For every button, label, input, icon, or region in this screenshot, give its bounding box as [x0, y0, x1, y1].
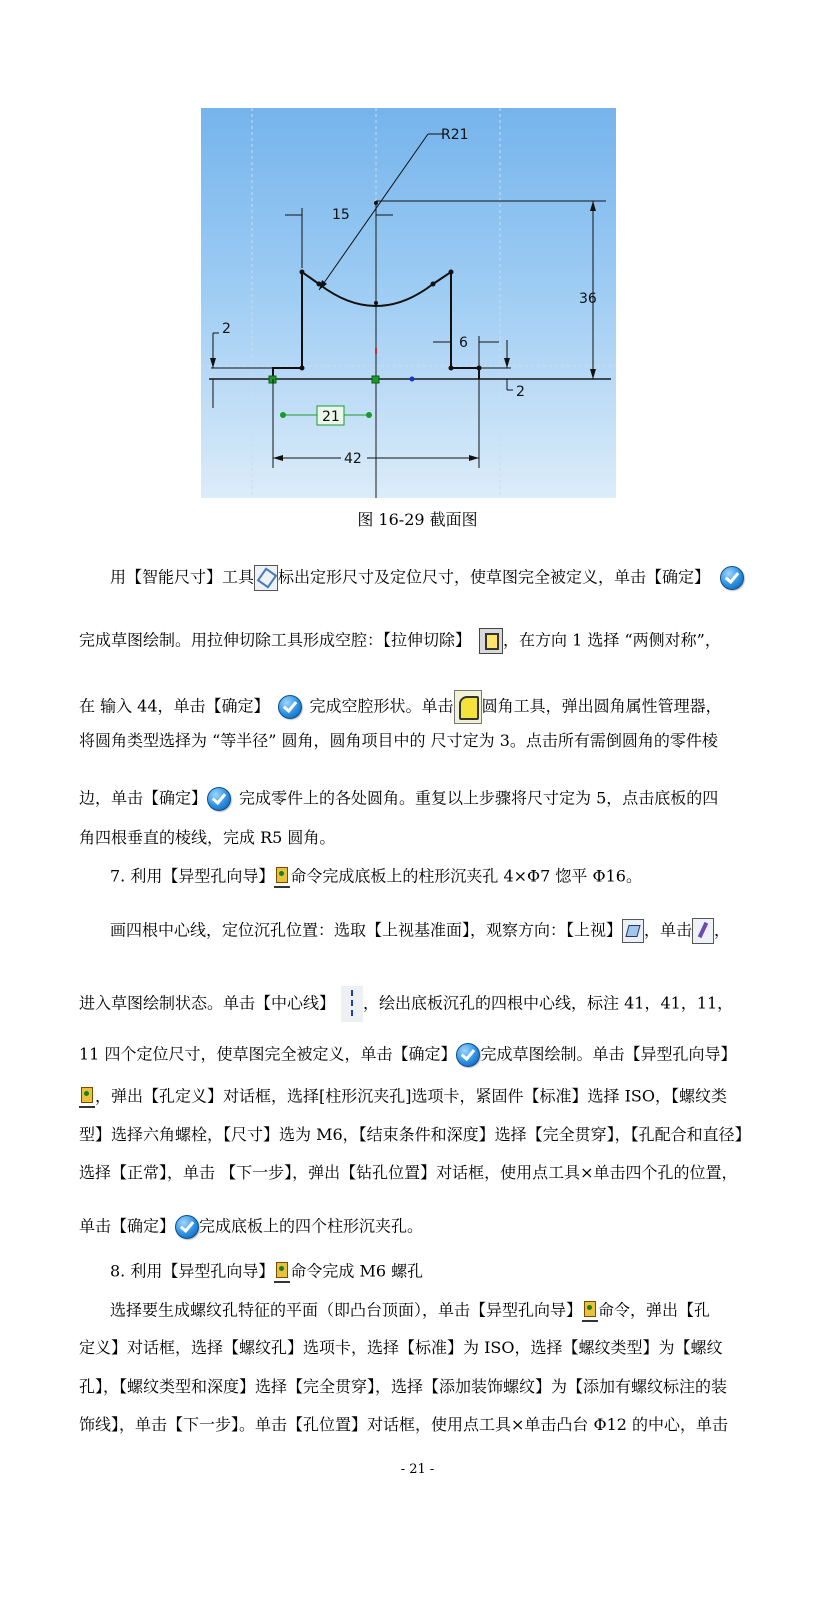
vertex-point [300, 366, 305, 371]
text-span: 7. 利用【异型孔向导】 [110, 866, 275, 886]
text-span: ， [714, 920, 731, 940]
arc-midpoint [374, 301, 378, 305]
confirm-check-icon[interactable] [175, 1215, 199, 1239]
extruded-cut-icon[interactable] [479, 628, 503, 654]
text-span: 命令完成 M6 螺孔 [290, 1261, 424, 1281]
figure-caption: 图 16-29 截面图 [357, 510, 478, 529]
text-span: 标出定形尺寸及定位尺寸，使草图完全被定义，单击【确定】 [278, 567, 711, 587]
dim-21: 21 [322, 409, 340, 425]
dim-15: 15 [332, 207, 350, 223]
dim-2-left: 2 [222, 321, 231, 337]
vertex-point [449, 366, 454, 371]
sketch-figure [201, 108, 616, 498]
paragraph-line [79, 1215, 744, 1239]
paragraph-line [110, 1261, 775, 1283]
paragraph-line: 将圆角类型选择为 “等半径” 圆角，圆角项目中的 尺寸定为 3。点击所有需倒圆角的零件棱 [79, 731, 718, 750]
dim-2-right: 2 [516, 384, 525, 400]
dim-36: 36 [579, 291, 597, 307]
paragraph-line [79, 1086, 744, 1108]
dim21-dot-right [366, 412, 372, 418]
paragraph-line: 角四根垂直的棱线，完成 R5 圆角。 [79, 828, 336, 847]
vertex-point [300, 270, 305, 275]
hole-wizard-icon[interactable] [79, 1086, 95, 1108]
paragraph-line: 孔】，【螺纹类型和深度】选择【完全贯穿】，选择【添加装饰螺纹】为【添加有螺纹标注的装 [79, 1377, 728, 1396]
paragraph-line: 饰线】，单击【下一步】。单击【孔位置】对话框，使用点工具×单击凸台 Φ12 的中心，单击 [79, 1415, 729, 1434]
text-span: 单击【确定】 [79, 1216, 176, 1236]
confirm-check-icon[interactable] [207, 787, 231, 811]
text-span: 命令，弹出【孔 [598, 1300, 711, 1320]
confirm-check-icon[interactable] [456, 1043, 480, 1067]
text-span: 圆角工具，弹出圆角属性管理器， [481, 696, 722, 716]
paragraph-line [79, 628, 744, 654]
vertex-point [449, 270, 454, 275]
sketch-icon[interactable] [692, 918, 714, 944]
dim36-arrow-top [590, 201, 596, 211]
text-span: 完成草图绘制。用拉伸切除工具形成空腔：【拉伸切除】 [79, 630, 472, 650]
confirm-check-icon[interactable] [278, 695, 302, 719]
dim-42: 42 [344, 451, 362, 467]
text-span: 8. 利用【异型孔向导】 [110, 1261, 275, 1281]
dim-6: 6 [459, 335, 468, 351]
text-span: 画四根中心线，定位沉孔位置：选取【上视基准面】，观察方向：【上视】 [110, 920, 623, 940]
top-view-icon[interactable] [622, 919, 644, 943]
hole-wizard-icon[interactable] [274, 866, 290, 888]
confirm-check-icon[interactable] [720, 566, 744, 590]
paragraph-line [79, 787, 744, 811]
dim42-arrow-left [273, 455, 283, 461]
text-span: 边，单击【确定】 [79, 788, 208, 808]
text-span: ，单击 [644, 920, 693, 940]
text-span: 完成底板上的四个柱形沉夹孔。 [199, 1216, 424, 1236]
dim21-dot-left [280, 412, 286, 418]
paragraph-line [79, 690, 744, 724]
text-span: 完成空腔形状。单击 [309, 696, 454, 716]
text-span: ，弹出【孔定义】对话框，选择[柱形沉夹孔]选项卡，紧固件【标准】选择 ISO，【螺纹类 [95, 1086, 727, 1106]
dim36-arrow-bottom [590, 369, 596, 379]
fillet-icon[interactable] [454, 690, 482, 724]
paragraph-line [79, 1043, 744, 1067]
dim42-arrow-right [469, 455, 479, 461]
dim-r21: R21 [441, 127, 469, 143]
profile-right [433, 272, 479, 379]
text-span: 用【智能尺寸】工具 [110, 567, 255, 587]
text-span: ，在方向 1 选择 “两侧对称”， [503, 630, 721, 650]
page-number: - 21 - [400, 1462, 435, 1477]
text-span: 11 四个定位尺寸，使草图完全被定义，单击【确定】 [79, 1044, 457, 1064]
text-span: ，绘出底板沉孔的四根中心线，标注 41，41，11， [363, 993, 734, 1013]
paragraph-line [110, 565, 775, 591]
paragraph-line: 型】选择六角螺栓，【尺寸】选为 M6，【结束条件和深度】选择【完全贯穿】，【孔配合和直径】 [79, 1125, 751, 1144]
arc-center-point [374, 201, 378, 205]
text-span: 在 输入 44，单击【确定】 [79, 696, 270, 716]
paragraph-line [110, 918, 775, 944]
origin-marker-blue [410, 377, 415, 382]
paragraph-line [110, 866, 775, 888]
text-span: 完成草图绘制。单击【异型孔向导】 [480, 1044, 737, 1064]
paragraph-line [79, 986, 744, 1022]
text-span: 完成零件上的各处圆角。重复以上步骤将尺寸定为 5，点击底板的四 [239, 788, 719, 808]
paragraph-line: 定义】对话框，选择【螺纹孔】选项卡，选择【标准】为 ISO，选择【螺纹类型】为【螺纹 [79, 1338, 723, 1357]
hole-wizard-icon[interactable] [274, 1261, 290, 1283]
text-span: 命令完成底板上的柱形沉夹孔 4×Φ7 惚平 Φ16。 [290, 866, 642, 886]
hole-wizard-icon[interactable] [582, 1300, 598, 1322]
paragraph-line: 选择【正常】，单击 【下一步】，弹出【钻孔位置】对话框，使用点工具×单击四个孔的位置， [79, 1163, 738, 1182]
centerline-icon[interactable] [341, 986, 363, 1022]
profile-left [273, 272, 319, 379]
vertex-point [431, 282, 436, 287]
smart-dimension-icon[interactable] [254, 565, 278, 591]
section-sketch [201, 108, 616, 498]
text-span: 选择要生成螺纹孔特征的平面（即凸台顶面），单击【异型孔向导】 [110, 1300, 583, 1320]
text-span: 进入草图绘制状态。单击【中心线】 [79, 993, 336, 1013]
anchor-center [372, 376, 379, 383]
paragraph-line [110, 1300, 775, 1322]
